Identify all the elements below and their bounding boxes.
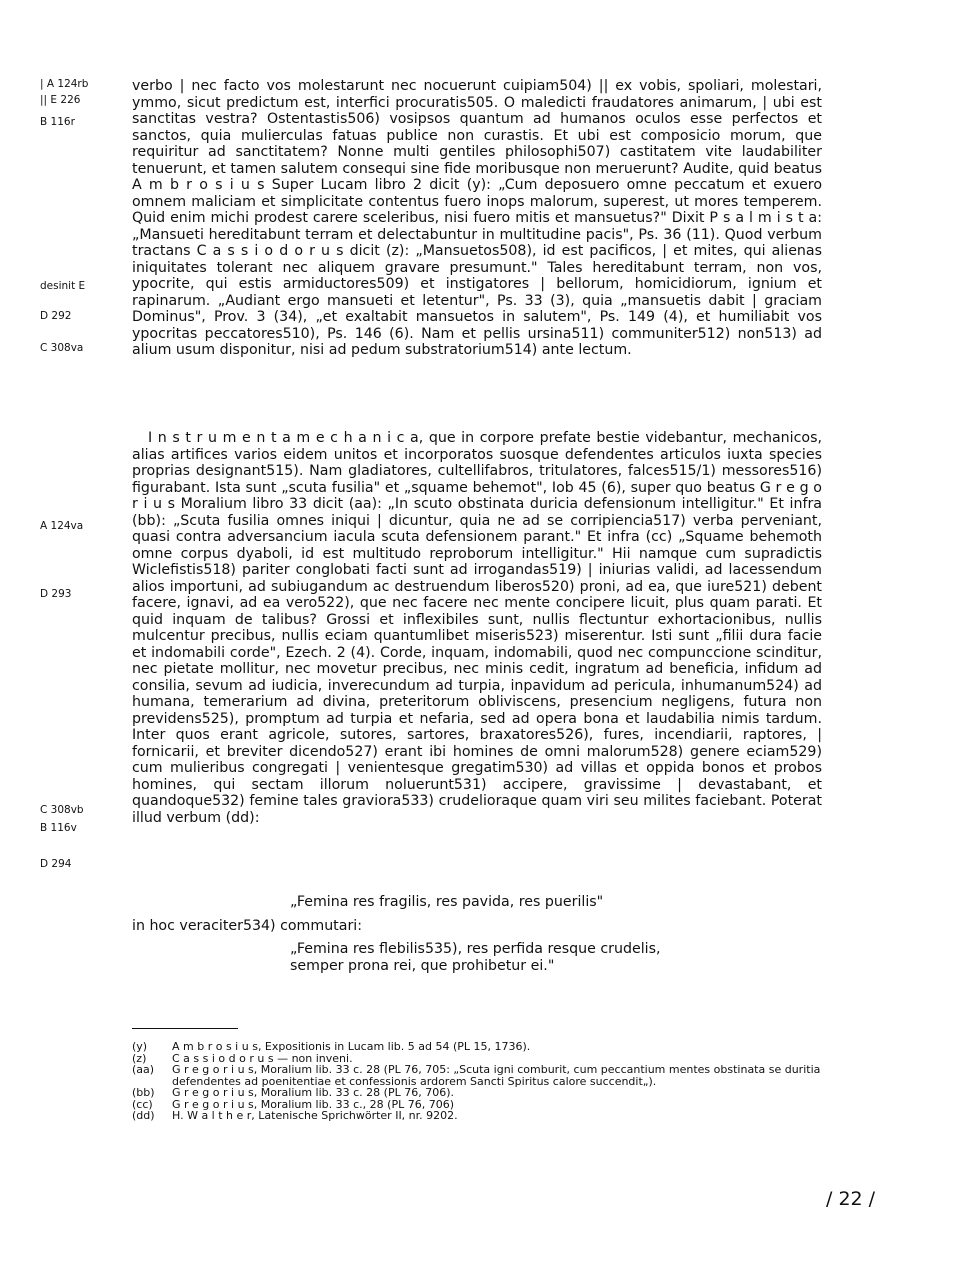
footnote-key: (aa) — [132, 1063, 155, 1076]
margin-note: D 293 — [40, 588, 72, 600]
footnote-key: (dd) — [132, 1109, 155, 1122]
margin-note: A 124va — [40, 520, 84, 532]
footnotes — [132, 1041, 822, 1122]
margin-note: || E 226 — [40, 94, 81, 106]
margin-note: desinit E — [40, 280, 86, 292]
footnote-key: (cc) — [132, 1097, 153, 1111]
margin-note: D 294 — [40, 858, 72, 870]
footnote — [132, 1064, 822, 1087]
footnote-key: (z) — [132, 1051, 147, 1065]
footnote — [132, 1087, 822, 1099]
main-text-block-2 — [132, 430, 822, 826]
margin-note: C 308va — [40, 342, 84, 354]
margin-note: B 116r — [40, 116, 75, 128]
paragraph-2: I n s t r u m e n t a m e c h a n i c a, que in corpore prefate bestie videbantur, mechanicos, alias artifices varios eidem unitos et incorporatos suosque defendentes articulos iuxta species proprias designant515). Nam gladiatores, cultellifabros, tritulatores, falces515/1) messores516) figurabant. Ista sunt „scuta fusilia" et „squame behemot", Iob 45 (6), super quo beatus G r e g o r i u s Moralium libro 33 dicit (aa): „In scuto obstinata duricia defensionum intelligitur." Et infra (bb): „Scuta fusilia omnes iniqui | dicuntur, quia ne ad se corripiencia517) verba perveniant, quasi contra adversancium iacula scuta defensionem parant." Et infra (cc) „Squame behemoth omne corpus dyaboli, id est multitudo reproborum intelligitur." Hii namque cum supradictis Wiclefistis518) pariter conglobati facti sunt ad irrogandas519) | iniurias validi, ad lacessendum alios importuni, ad subiugandum ac destruendum liberos520) proni, ad ea, que iure521) debent facere, ignavi, ad ea vero522), que nec facere nec mente concipere licuit, plus quam parati. Et quid inquam de talibus? Grossi et inflexibiles sunt, nullis flectuntur exhortacionibus, nullis mulcentur precibus, nullis eciam quantumlibet miseris523) miserentur. Isti sunt „filii dura facie et indomabili corde", Ezech. 2 (4). Corde, inquam, indomabili, quod nec compunccione scinditur, nec pietate mollitur, nec movetur precibus, nec minis cedit, ingratum ad beneficia, infidum ad consilia, sevum ad iudicia, inverecundum ad turpia, inpavidum ad pericula, inhumanum524) ad humana, temerarium ad divina, preteritorum obliviscens, presencium negligens, futura non previdens525), promptum ad turpia et nefaria, sed ad opera bona et laudabilia nimis tardum. Inter quos erant agricole, sutores, sartores, braxatores526), fures, incendiarii, raptores, | fornicarii, et breviter dicendo527) erant ibi homines de omni malorum528) genere eciam529) cum mulieribus congregati | venientesque gregatim530) ad villas et oppida bonos et probos homines, qui sectam illorum noluerunt531) accipere, gravissime | devastabant, et quandoque532) femine tales graviora533) crudelioraque quam viri seu milites faciebant. Poterat illud verbum (dd): — [132, 430, 822, 826]
footnote — [132, 1110, 822, 1122]
main-text-block — [132, 78, 822, 359]
margin-note: C 308vb — [40, 804, 84, 816]
footnote-rule — [132, 1028, 238, 1029]
footnote-text: H. W a l t h e r, Latenische Sprichwörter II, nr. 9202. — [172, 1109, 458, 1122]
footnote-text: G r e g o r i u s, Moralium lib. 33 c. 28 (PL 76, 706). — [172, 1086, 454, 1099]
footnote — [132, 1041, 822, 1053]
footnote-key: (y) — [132, 1040, 148, 1053]
margin-note: B 116v — [40, 822, 77, 834]
margin-note: D 292 — [40, 310, 72, 322]
paragraph-1: verbo | nec facto vos molestarunt nec nocuerunt cuipiam504) || ex vobis, spoliari, molestari, ymmo, sicut predictum est, interfici procuratis505. O maledicti fraudatores animarum, | ubi est sanctitas vestra? Ostentastis506) vosipsos quantum ad humanos oculos esse perfectos et sanctos, quia mulierculas fatuas publice non curastis. Et ubi est composicio morum, que requiritur ad sanctitatem? Nonne multi gentiles philosophi507) castitatem vite laudabiliter tenuerunt, et tamen salutem consequi sine fide moribusque non meruerunt? Audite, quid beatus A m b r o s i u s Super Lucam libro 2 dicit (y): „Cum deposuero omne peccatum et exuero omnem maliciam et simplicitate contentus fuero inops malorum, superest, ut mores temperem. Quid enim michi prodest carere sceleribus, nisi fuero mitis et mansuetus?" Dixit P s a l m i s t a: „Mansueti hereditabunt terram et delectabuntur in multitudine pacis", Ps. 36 (11). Quod verbum tractans C a s s i o d o r u s dicit (z): „Mansuetos508), id est pacificos, | et mites, qui alienas iniquitates tolerant nec aliquem gravare presumunt." Tales hereditabunt terram, non vos, ypocrite, qui estis armiductores509) et instigatores | bellorum, homicidiorum, ignium et rapinarum. „Audiant ergo mansueti et letentur", Ps. 33 (3), quia „mansuetis dabit | graciam Dominus", Prov. 3 (34), „et exaltabit mansuetos in salutem", Ps. 149 (4), et humiliabit vos ypocritas peccatores510), Ps. 146 (6). Nam et pellis ursina511) communiter512) non513) ad alium usum disponitur, nisi ad pedum substratorium514) ante lectum. — [132, 78, 822, 358]
verse-line: „Femina res fragilis, res pavida, res puerilis" — [290, 894, 604, 910]
footnote-text: G r e g o r i u s, Moralium lib. 33 c. 28 (PL 76, 705: „Scuta igni comburit, cum peccantium mentes obstinata se duritia defendentes ad poenitentiae et confessionis ardorem Sancti Spiritus calore succendit„). — [172, 1063, 821, 1088]
margin-note: | A 124rb — [40, 78, 89, 90]
page-number: / 22 / — [826, 1188, 876, 1210]
footnote-key: (bb) — [132, 1086, 155, 1099]
verse-intro: in hoc veraciter534) commutari: — [132, 918, 362, 934]
verse-line: semper prona rei, que prohibetur ei." — [290, 958, 555, 974]
footnote-text: A m b r o s i u s, Expositionis in Lucam lib. 5 ad 54 (PL 15, 1736). — [172, 1040, 531, 1053]
footnote-text: G r e g o r i u s, Moralium lib. 33 c., 28 (PL 76, 706) — [172, 1097, 454, 1111]
footnote-text: C a s s i o d o r u s — non inveni. — [172, 1051, 353, 1065]
verse-line: „Femina res flebilis535), res perfida resque crudelis, — [290, 941, 661, 957]
